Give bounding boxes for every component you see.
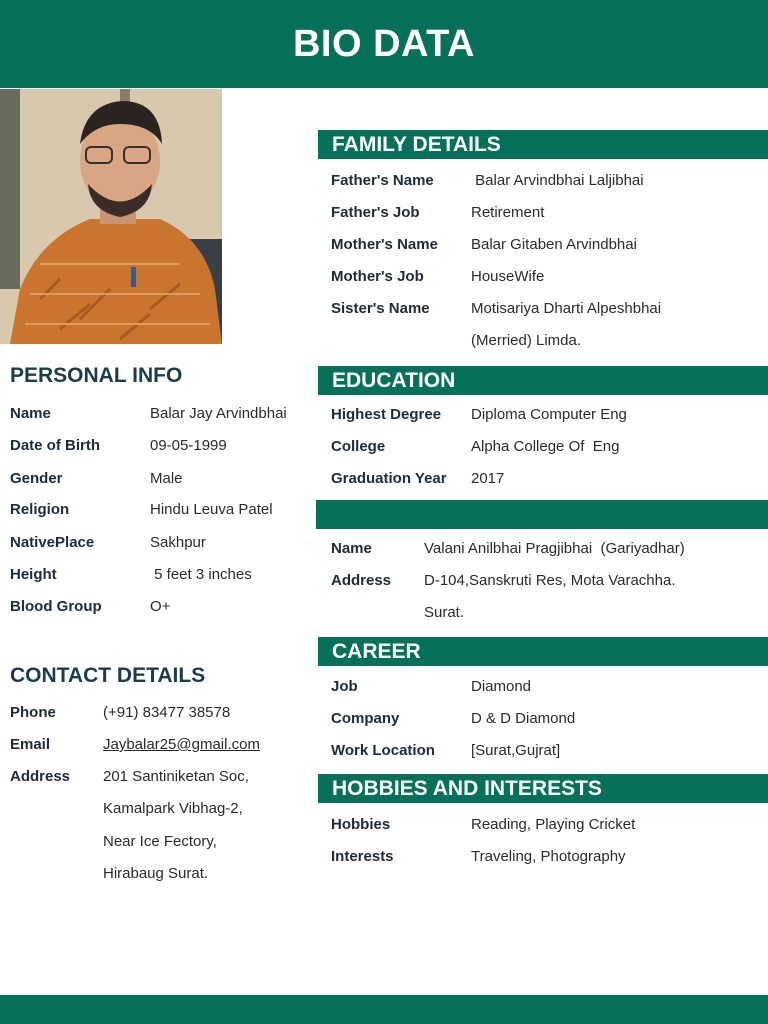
value: D-104,Sanskruti Res, Mota Varachha. (424, 572, 676, 589)
label: Graduation Year (331, 470, 447, 487)
value: 5 feet 3 inches (150, 566, 252, 583)
label: Father's Job (331, 204, 420, 221)
label: Job (331, 678, 358, 695)
contact-details-heading: CONTACT DETAILS (10, 664, 206, 687)
address-line: Hirabaug Surat. (103, 865, 209, 882)
value: Retirement (471, 204, 545, 221)
label: Height (10, 566, 57, 583)
value: Diamond (471, 678, 532, 695)
label: Work Location (331, 742, 435, 759)
address-line: 201 Santiniketan Soc, (103, 768, 249, 785)
address-line: Near Ice Fectory, (103, 833, 217, 850)
value: Valani Anilbhai Pragjibhai (Gariyadhar) (424, 540, 685, 557)
label: NativePlace (10, 534, 95, 551)
value: 09-05-1999 (150, 437, 227, 454)
education-heading: EDUCATION (318, 366, 768, 395)
value: D & D Diamond (471, 710, 576, 727)
value: Balar Jay Arvindbhai (150, 405, 287, 422)
value: Balar Arvindbhai Laljibhai (471, 172, 644, 189)
reference-heading (316, 500, 768, 529)
value: Traveling, Photography (471, 848, 626, 865)
label: Name (10, 405, 51, 422)
label: Blood Group (10, 598, 102, 615)
footer-bar (0, 995, 768, 1024)
value: Hindu Leuva Patel (150, 501, 273, 518)
value-continued: Surat. (424, 604, 465, 621)
personal-info-heading: PERSONAL INFO (10, 364, 183, 387)
value: Balar Gitaben Arvindbhai (471, 236, 637, 253)
value: HouseWife (471, 268, 545, 285)
label: Mother's Job (331, 268, 424, 285)
header-bar (0, 0, 768, 88)
value: Reading, Playing Cricket (471, 816, 636, 833)
label: Sister's Name (331, 300, 430, 317)
label: Interests (331, 848, 394, 865)
value: [Surat,Gujrat] (471, 742, 561, 759)
career-heading: CAREER (318, 637, 768, 666)
address-line: Kamalpark Vibhag-2, (103, 800, 243, 817)
family-details-heading: FAMILY DETAILS (318, 130, 768, 159)
hobbies-heading: HOBBIES AND INTERESTS (318, 774, 768, 803)
page-title: BIO DATA (292, 22, 475, 65)
label: Phone (10, 704, 56, 721)
email-link[interactable]: Jaybalar25@gmail.com (103, 736, 260, 753)
value: Diploma Computer Eng (471, 406, 627, 423)
value: Sakhpur (150, 534, 206, 551)
label: Email (10, 736, 51, 753)
value-continued: (Merried) Limda. (471, 332, 582, 349)
label: College (331, 438, 386, 455)
label: Date of Birth (10, 437, 100, 454)
label: Address (10, 768, 71, 785)
label: Religion (10, 501, 70, 518)
phone-value: (+91) 83477 38578 (103, 704, 231, 721)
value: 2017 (471, 470, 505, 487)
value: Motisariya Dharti Alpeshbhai (471, 300, 662, 317)
value: Alpha College Of Eng (471, 438, 620, 455)
label: Name (331, 540, 372, 557)
label: Company (331, 710, 400, 727)
profile-photo (0, 89, 222, 344)
label: Highest Degree (331, 406, 442, 423)
label: Gender (10, 470, 63, 487)
label: Father's Name (331, 172, 434, 189)
value: Male (150, 470, 183, 487)
label: Address (331, 572, 392, 589)
label: Mother's Name (331, 236, 438, 253)
label: Hobbies (331, 816, 391, 833)
value: O+ (150, 598, 171, 615)
